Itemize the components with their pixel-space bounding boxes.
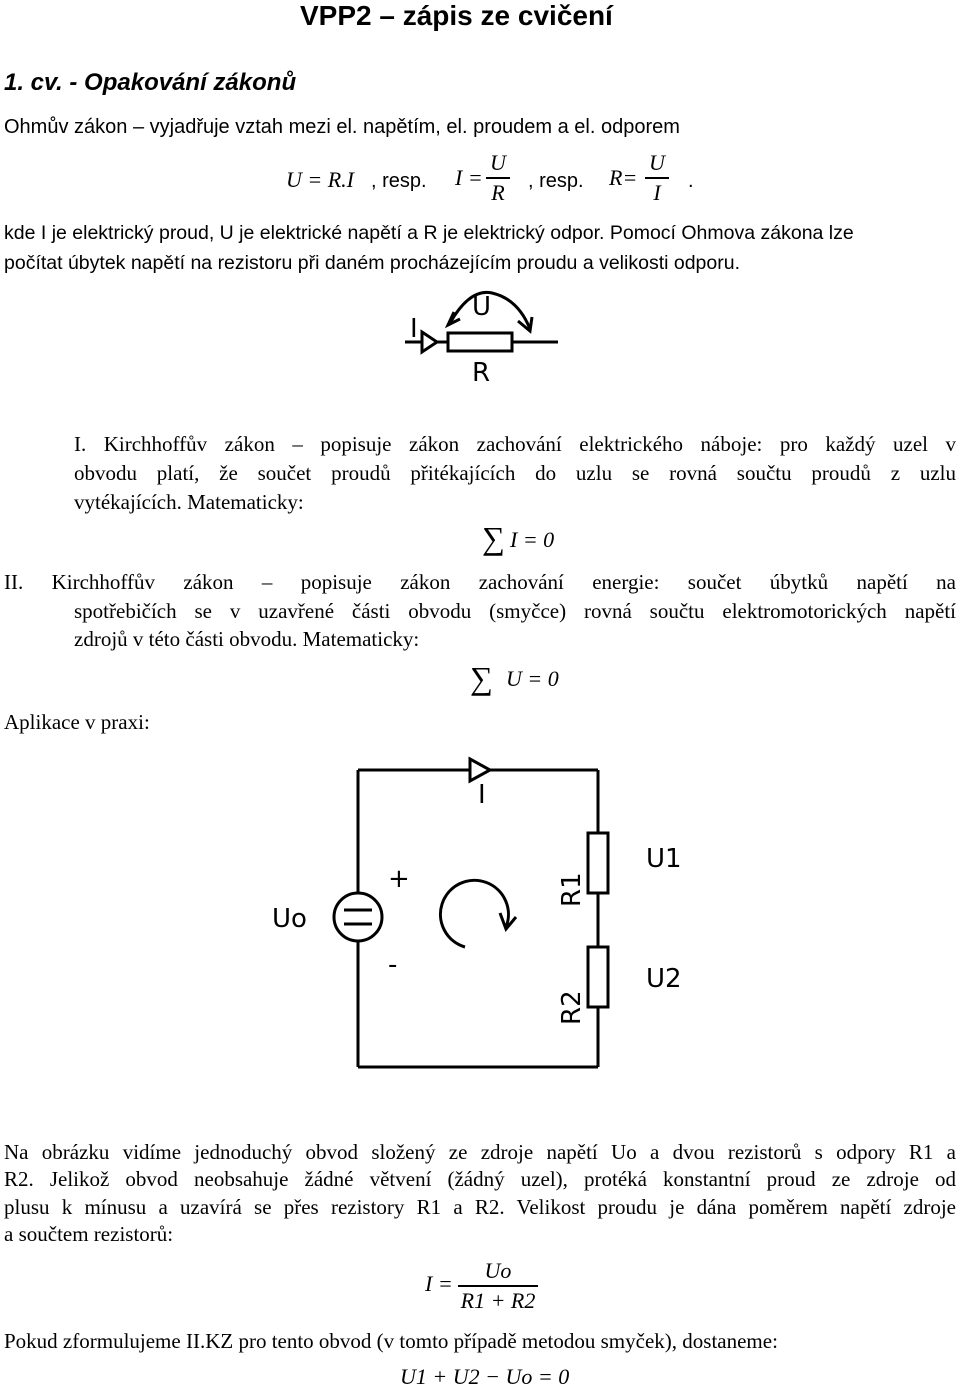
current-formula-lhs: I = [425,1271,453,1296]
formula-sep-1: , resp. [371,170,427,192]
formula-u-ri: U = R.I [286,167,354,192]
section-heading: 1. cv. - Opakování zákonů [4,69,297,96]
kirchhoff-2-formula: U = 0 [506,666,559,691]
formula-r-denominator: I [653,180,661,205]
kirchhoff-1-line-2: obvodu platí, že součet proudů přitékajících do uzlu se rovná součtu proudů z uzlu [74,461,956,485]
ohm-text-line-1: kde I je elektrický proud, U je elektrické napětí a R je elektrický odpor. Pomocí Ohmova zákona lze [4,222,854,244]
kirchhoff-1-formula: I = 0 [510,527,555,552]
sigma-symbol: ∑ [470,660,493,696]
circuit-label-u2: U2 [646,964,682,994]
page-title: VPP2 – zápis ze cvičení [300,0,613,31]
formula-r-lhs: R= [609,165,638,190]
sigma-symbol: ∑ [482,520,505,556]
formula-i-denominator: R [491,180,505,205]
formula-end: . [688,170,694,192]
diagram-label-r: R [472,358,491,388]
paragraph-line-3: plusu k mínusu a uzavírá se přes rezistory R1 a R2. Velikost proudu je dána poměrem napětí zdroje [4,1195,956,1219]
kvl-formula: U1 + U2 − Uo = 0 [400,1364,570,1389]
circuit-label-r1: R1 [557,872,587,907]
circuit-label-uo: Uo [272,904,307,934]
kirchhoff-1-line-3: vytékajících. Matematicky: [74,490,304,514]
current-formula-numerator: Uo [484,1258,512,1283]
ohm-text-line-2: počítat úbytek napětí na rezistoru při daném procházejícím proudu a velikosti odporu. [4,252,740,274]
paragraph-line-4: a součtem rezistorů: [4,1222,174,1246]
fraction-bar [458,1285,538,1287]
diagram-label-i: I [410,314,418,344]
application-label: Aplikace v praxi: [4,710,150,734]
kirchhoff-1-line-1: I. Kirchhoffův zákon – popisuje zákon zachování elektrického náboje: pro každý uzel v [74,432,956,456]
paragraph-line-2: R2. Jelikož obvod neobsahuje žádné větvení (žádný uzel), protéká konstantní proud ze zdroje od [4,1167,956,1191]
kirchhoff-2-line-1: II. Kirchhoffův zákon – popisuje zákon zachování energie: součet úbytků napětí na [4,570,956,594]
circuit-diagram [260,755,700,1075]
kirchhoff-2-line-2: spotřebičích se v uzavřené části obvodu (smyčce) rovná součtu elektromotorických napětí [74,599,956,623]
circuit-label-r2: R2 [557,990,587,1025]
resistor-diagram [400,285,565,388]
circuit-label-u1: U1 [646,844,682,874]
formula-sep-2: , resp. [528,170,584,192]
formula-i-lhs: I = [455,165,483,190]
current-formula-denominator: R1 + R2 [460,1288,536,1313]
diagram-label-u: U [472,292,492,322]
circuit-label-plus: + [388,864,410,894]
paragraph-line-1: Na obrázku vidíme jednoduchý obvod složený ze zdroje napětí Uo a dvou rezistorů s odpory R1 a [4,1140,956,1164]
kirchhoff-2-line-3: zdrojů v této části obvodu. Matematicky: [74,627,420,651]
fraction-bar [486,177,510,179]
fraction-bar [645,177,669,179]
circuit-label-minus: - [388,950,398,980]
formula-i-numerator: U [490,150,506,175]
kvl-intro: Pokud zformulujeme II.KZ pro tento obvod (v tomto případě metodou smyček), dostaneme: [4,1329,778,1353]
circuit-label-i: I [478,780,486,810]
ohm-intro: Ohmův zákon – vyjadřuje vztah mezi el. napětím, el. proudem a el. odporem [4,116,680,138]
formula-r-numerator: U [649,150,665,175]
